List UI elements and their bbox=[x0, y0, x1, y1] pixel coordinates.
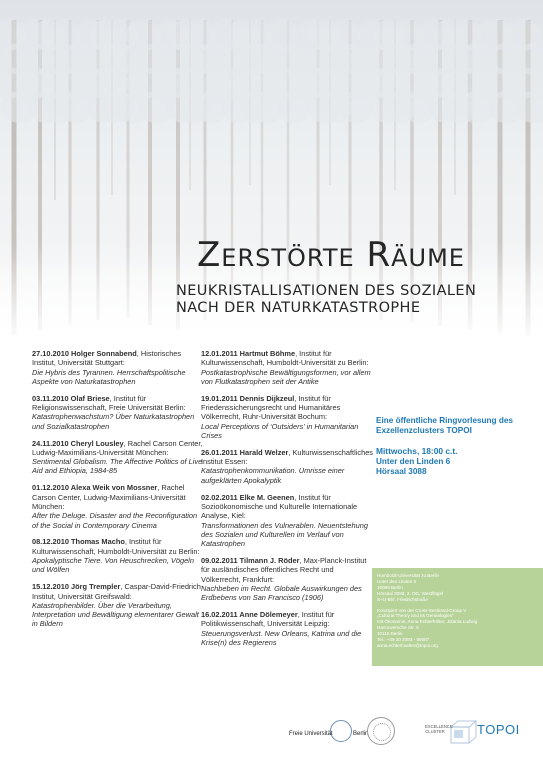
speaker-affiliation: , Institut für Friedenssicherungsrecht und Humanitäres Völkerrecht, Ruhr-Universität Bochum: bbox=[201, 393, 341, 422]
speaker-name: Jörg Trempler bbox=[71, 582, 121, 592]
lecture-place: Unter den Linden 6 bbox=[376, 456, 451, 466]
speaker-affiliation: , Caspar-David-Friedrich-Institut, Universität Greifswald: bbox=[32, 582, 204, 601]
lecture-title: Transformationen des Vulnerablen. Neuentstehung des Sozialen und Kulturellen im Verlauf von Katastrophen bbox=[201, 520, 368, 549]
venue-line: Hörsaal 3088, 2. OG, Westflügel bbox=[377, 590, 444, 596]
speaker-name: Dennis Dijkzeul bbox=[239, 393, 295, 403]
lecture-entry bbox=[32, 537, 204, 574]
speaker-name: Harald Welzer bbox=[239, 447, 289, 457]
speaker-name: Olaf Briese bbox=[70, 393, 110, 403]
subtitle-line-2: NACH DER NATURKATASTROPHE bbox=[176, 300, 421, 316]
lecture-date: 08.12.2010 bbox=[32, 537, 72, 547]
lecture-title: Katastrophenkommunikation. Umrisse einer aufgeklärten Apokalyptik bbox=[201, 466, 345, 485]
speaker-name: Cheryl Lousley bbox=[70, 438, 124, 448]
contact-line: Konzipiert von der Cross-Sectional-Group V bbox=[377, 607, 467, 613]
humboldt-seal-icon bbox=[367, 717, 395, 745]
lecture-title: Local Perceptions of ‘Outsiders’ in Humanitarian Crises bbox=[201, 421, 359, 440]
venue-line: 10099 Berlin bbox=[377, 584, 403, 590]
speaker-affiliation: , Institut für Kulturwissenschaft, Humboldt-Universität zu Berlin: bbox=[201, 349, 369, 368]
lecture-title: Steuerungsverlust. New Orleans, Katrina und die Krise(n) des Regierens bbox=[201, 628, 362, 647]
lecture-date: 01.12.2010 bbox=[32, 483, 71, 493]
topoi-logo-text: TOPOI bbox=[477, 722, 520, 737]
lecture-entry bbox=[32, 394, 204, 431]
speaker-affiliation: , Institut für Sozioökonomische und Kulturelle Internationale Analyse, Kiel: bbox=[201, 492, 358, 521]
address-box bbox=[372, 568, 543, 666]
lecture-entry bbox=[32, 349, 204, 386]
lecture-title: Katastrophenbilder. Über die Verarbeitung, Interpretation und Bewältigung elementarer Gewalt in Bildern bbox=[32, 600, 199, 629]
speaker-affiliation: , Institut für Politikwissenschaft, Universität Leipzig: bbox=[201, 610, 335, 629]
lecture-room: Hörsaal 3088 bbox=[376, 466, 427, 476]
speaker-affiliation: , Rachel Carson Center, Ludwig-Maximilians-Universität München: bbox=[32, 483, 186, 511]
speaker-affiliation: , Kulturwissenschaftliches Institut Essen: bbox=[201, 447, 374, 467]
lecture-list-right bbox=[201, 349, 373, 655]
lecture-entry bbox=[32, 439, 204, 476]
series-info bbox=[376, 416, 526, 477]
speaker-affiliation: , Historisches Institut, Universität Stuttgart: bbox=[32, 349, 182, 368]
lecture-entry bbox=[201, 556, 373, 602]
contact-line: Tel.: +49 30 2093 - 99087 bbox=[377, 637, 430, 643]
contact-line: 10115 Berlin bbox=[377, 631, 403, 637]
lecture-date: 15.12.2010 bbox=[32, 582, 72, 592]
lecture-date: 24.11.2010 bbox=[32, 438, 71, 448]
contact-line: Hannoversche Str. 6 bbox=[377, 625, 419, 631]
lecture-title: Katastrophenwachstum? Über Naturkatastrophen und Sozialkatastrophen bbox=[32, 412, 195, 431]
lecture-title: Apokalyptische Tiere. Von Heuschrecken, Vögeln und Wölfen bbox=[32, 556, 194, 575]
lecture-title: After the Deluge. Disaster and the Reconfiguration of the Social in Contemporary Cinema bbox=[32, 511, 198, 530]
venue-line: Humboldt-Universität zu Berlin bbox=[377, 573, 440, 578]
fu-city: Berlin bbox=[353, 731, 369, 737]
fu-logo-text bbox=[289, 731, 333, 737]
poster-title bbox=[197, 236, 537, 274]
lecture-date: 02.02.2011 bbox=[201, 492, 240, 502]
speaker-name: Hartmut Böhme bbox=[239, 349, 296, 358]
speaker-name: Tilmann J. Röder bbox=[239, 556, 300, 566]
lecture-title: Sentimental Globalism. The Affective Politics of Live Aid and Ethiopia, 1984-85 bbox=[32, 457, 203, 476]
venue-line: S+U-Bhf. Friedrichstraße bbox=[377, 596, 428, 602]
lecture-date: 26.01.2011 bbox=[201, 447, 240, 457]
lecture-entry bbox=[201, 448, 373, 485]
speaker-name: Thomas Macho bbox=[71, 537, 125, 547]
lecture-title: Nachbeben im Recht. Globale Auswirkungen des Erdbebens von San Francisco (1906) bbox=[201, 583, 362, 603]
speaker-name: Anne Dölemeyer bbox=[239, 610, 298, 620]
speaker-affiliation: , Institut für Religionswissenschaft, Freie Universität Berlin: bbox=[32, 393, 186, 413]
series-line-2: Exzellenzclusters TOPOI bbox=[376, 426, 472, 436]
speaker-affiliation: , Institut für Kulturwissenschaft, Humboldt-Universität zu Berlin: bbox=[32, 537, 200, 556]
contact-line: „Cultural Theory and Its Genealogies“ bbox=[377, 613, 454, 619]
speaker-affiliation: , Rachel Carson Center, Ludwig-Maximilians-Universität München: bbox=[32, 438, 203, 457]
excellence-cluster-label bbox=[425, 724, 453, 734]
lecture-time: Mittwochs, 18:00 c.t. bbox=[376, 446, 458, 457]
fu-seal-icon bbox=[330, 720, 352, 742]
subtitle-line-1: NEUKRISTALLISATIONEN DES SOZIALEN bbox=[176, 283, 477, 299]
lecture-list-left bbox=[32, 349, 204, 636]
speaker-name: Alexa Weik von Mossner bbox=[70, 483, 158, 493]
lecture-entry bbox=[32, 582, 204, 628]
lecture-title: Die Hybris des Tyrannen. Herrschaftspolitische Aspekte von Naturkatastrophen bbox=[32, 367, 186, 386]
speaker-name: Elke M. Geenen bbox=[239, 492, 295, 502]
lecture-entry bbox=[201, 610, 373, 647]
lecture-title: Postkatastrophische Bewältigungsformen, vor allem von Flutkatastrophen seit der Antike bbox=[201, 367, 371, 386]
lecture-entry bbox=[32, 483, 204, 529]
poster-title-text: Zerstörte Räume bbox=[197, 235, 465, 275]
lecture-entry bbox=[201, 493, 373, 549]
lecture-date: 03.11.2010 bbox=[32, 393, 71, 403]
excellence-line-2: CLUSTER bbox=[425, 729, 445, 734]
lecture-entry bbox=[201, 394, 373, 440]
lecture-date: 16.02.2011 bbox=[201, 610, 240, 620]
venue-line: Unter den Linden 6 bbox=[377, 578, 417, 584]
excellence-line-1: EXCELLENCE bbox=[425, 724, 453, 729]
lecture-date: 09.02.2011 bbox=[201, 556, 240, 566]
speaker-affiliation: , Max-Planck-Institut für ausländisches öffentliches Recht und Völkerrecht, Frankfurt: bbox=[201, 556, 367, 584]
lecture-entry bbox=[201, 349, 373, 386]
speaker-name: Holger Sonnabend bbox=[71, 349, 137, 358]
series-line-1: Eine öffentliche Ringvorlesung des bbox=[376, 416, 513, 425]
contact-email[interactable]: anna.echterhoelter@topoi.org bbox=[377, 642, 438, 648]
lecture-date: 19.01.2011 bbox=[201, 393, 240, 403]
lecture-date: 12.01.2011 bbox=[201, 349, 240, 358]
contact-line: mit Ökonomie, Anna Echterhölter, Jolanta Ludwig bbox=[377, 619, 478, 625]
fu-berlin-logo bbox=[289, 720, 375, 742]
fu-name: Freie Universität bbox=[289, 731, 333, 737]
lecture-date: 27.10.2010 bbox=[32, 349, 72, 358]
